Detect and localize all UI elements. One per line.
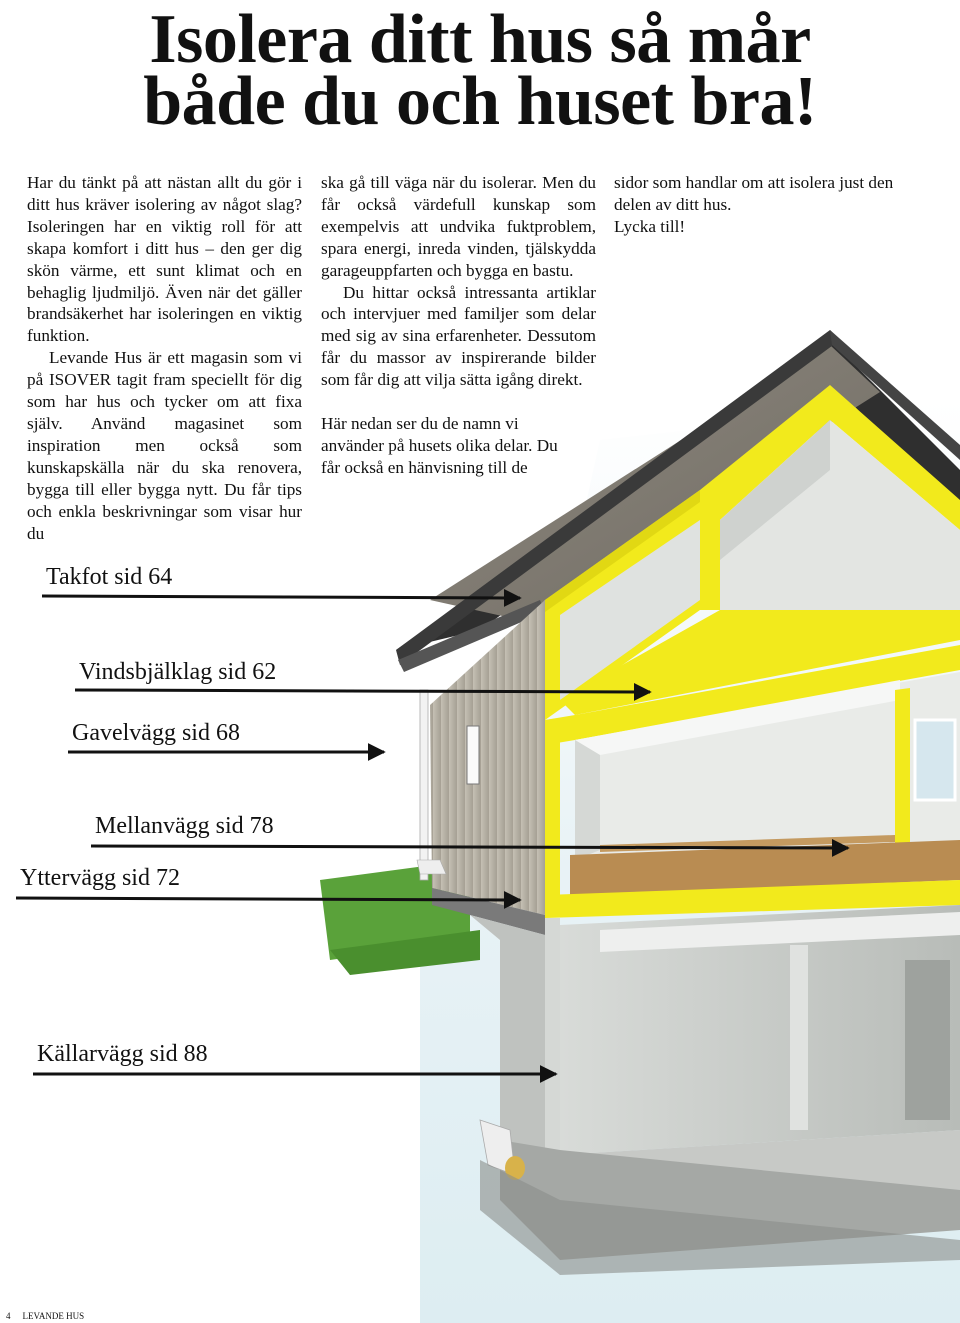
magazine-name: LEVANDE HUS: [22, 1311, 85, 1321]
arrow-takfot: [42, 596, 520, 598]
label-kallarvagg: Källarvägg sid 88: [37, 1041, 208, 1067]
arrow-yttervagg: [16, 898, 520, 900]
title-line-2: både du och huset bra!: [143, 63, 817, 140]
label-mellanvagg: Mellanvägg sid 78: [95, 813, 274, 839]
label-gavelvagg: Gavelvägg sid 68: [72, 720, 240, 746]
continued-paragraph: ska gå till väga när du isolerar. Men du får också värdefull kunskap som exempelvis att undvika fuktproblem, spara energi, inreda vinden, tjälskydda garageuppfarten och bygga en bastu.: [321, 173, 596, 280]
intro-paragraph: Har du tänkt på att nästan allt du gör i ditt hus kräver isolering av något slag? Isoleringen har en viktig roll för att skapa komfort i ditt hus – den ger dig skön värme, ett sunt klimat och en behaglig ljudmiljö. Även när det gäller brandsäkerhet har isoleringen en viktig funktion.: [27, 173, 302, 346]
magazine-paragraph: Levande Hus är ett magasin som vi på ISOVER tagit fram speciellt för dig som har hus och tycker om att fixa själv. Använd magasinet som inspiration men också som kunskapskälla när du ska renovera, bygga till eller bygga nytt. Du får tips och enkla beskrivningar som visar hur du: [27, 348, 302, 543]
title-line-1: Isolera ditt hus så mår: [149, 1, 811, 78]
arrow-vindsbjalklag: [75, 690, 650, 692]
arrow-mellanvagg: [91, 846, 848, 848]
page-number: 4: [6, 1311, 11, 1321]
label-takfot: Takfot sid 64: [46, 564, 173, 590]
label-vindsbjalklag: Vindsbjälklag sid 62: [79, 659, 277, 685]
good-luck-text: Lycka till!: [614, 216, 686, 236]
articles-paragraph: Du hittar också intressanta artiklar och intervjuer med familjer som delar med sig av sina erfarenheter. Dessutom får du massor av inspirerande bilder som får dig att vilja sätta igång direkt.: [321, 282, 596, 390]
closing-paragraph: sidor som handlar om att isolera just den delen av ditt hus.: [614, 173, 894, 214]
house-parts-paragraph: Här nedan ser du de namn vi använder på husets olika delar. Du får också en hänvisning till de: [321, 414, 558, 477]
label-yttervagg: Yttervägg sid 72: [20, 865, 180, 891]
